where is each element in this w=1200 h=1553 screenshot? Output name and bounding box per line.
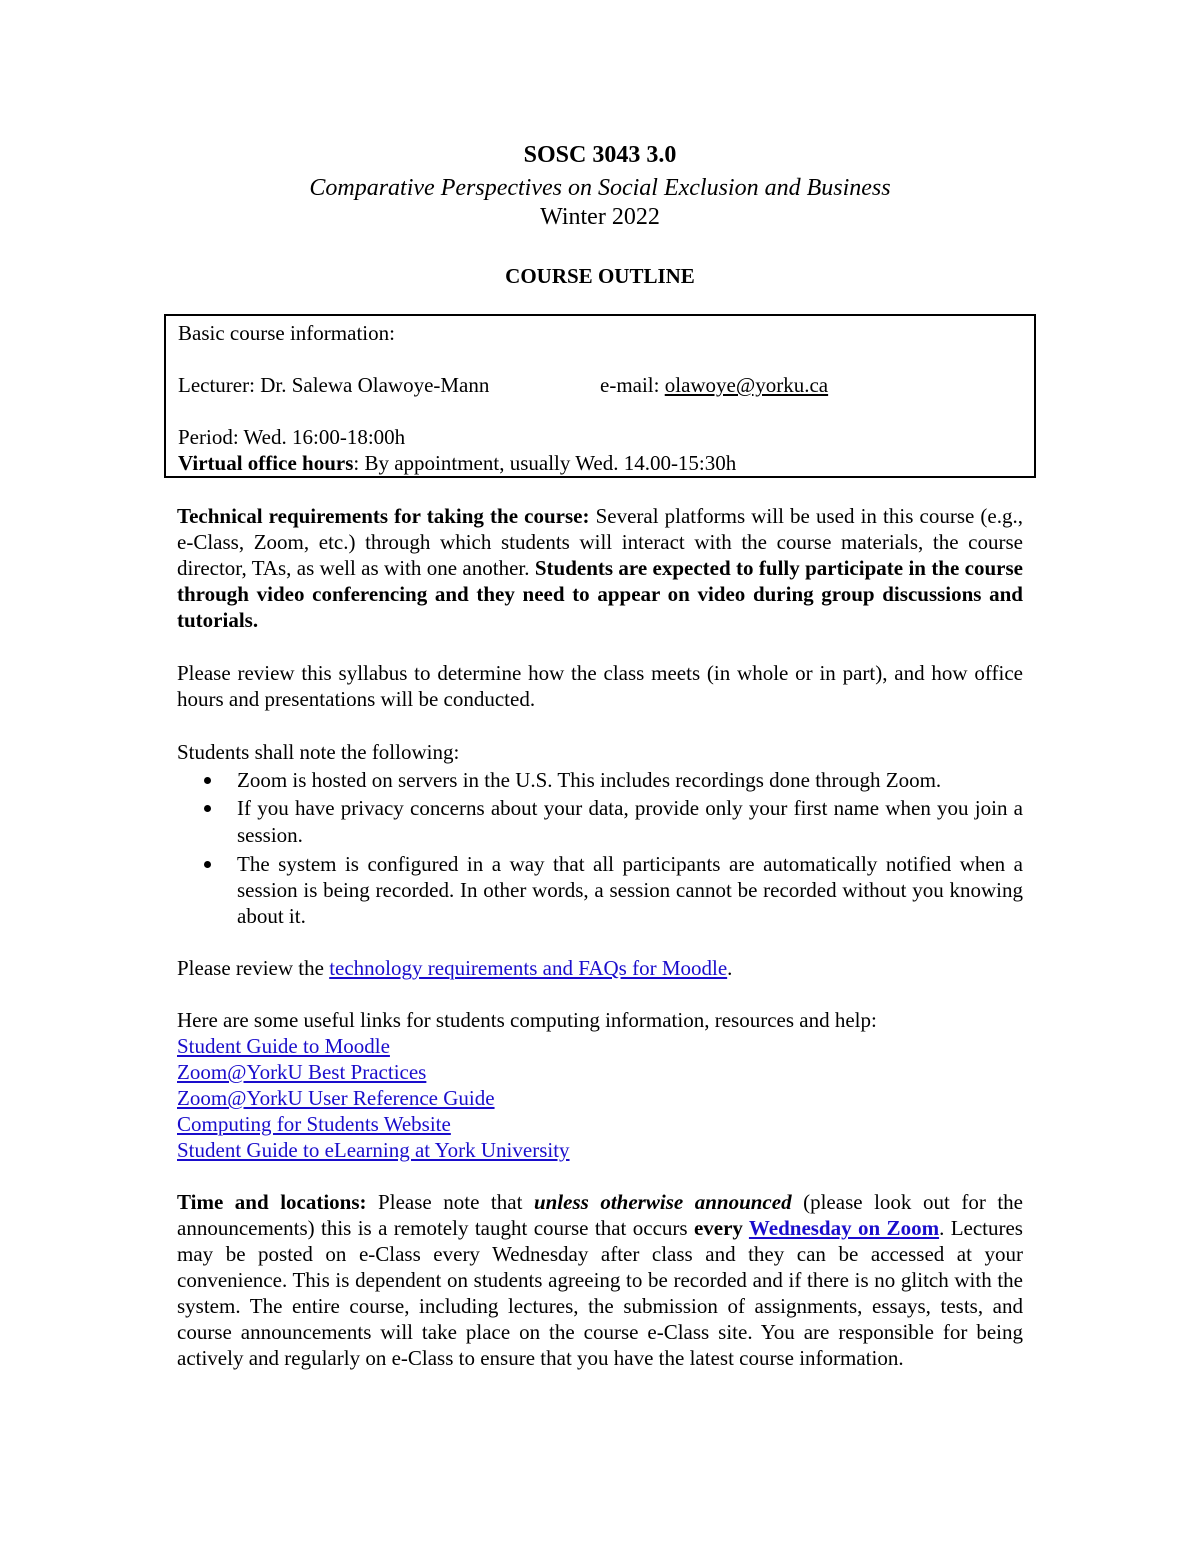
note-section — [177, 739, 1023, 929]
time-every: every — [693, 1216, 749, 1240]
time-label: Time and locations: — [177, 1190, 367, 1214]
list-item: The system is configured in a way that all participants are automatically notified when a session is being recorded. In other words, a session cannot be recorded without you knowing about it. — [237, 852, 1023, 928]
tech-bold: Students are expected to fully participate in the course through video conferencing and they need to appear on video during group discussions and tutorials. — [177, 556, 1023, 632]
email-label: e-mail: — [600, 373, 665, 397]
period: Period: Wed. 16:00-18:00h — [178, 425, 406, 449]
links-intro: Here are some useful links for students computing information, resources and help: — [177, 1008, 877, 1032]
lecturer: Lecturer: Dr. Salewa Olawoye-Mann — [178, 373, 490, 397]
tech-text: Several platforms will be used in this course (e.g., e-Class, Zoom, etc.) through which students will interact with the course materials, the course director, TAs, as well as with one another. — [177, 504, 1023, 580]
link-zoom-best-practices[interactable]: Zoom@YorkU Best Practices — [177, 1060, 427, 1084]
techreq-prefix: Please review the — [177, 956, 330, 980]
list-item: If you have privacy concerns about your data, provide only your first name when you join a session. — [237, 796, 1023, 847]
tech-label: Technical requirements for taking the course: — [177, 504, 590, 528]
course-title: Comparative Perspectives on Social Exclusion and Business — [309, 175, 891, 201]
email-link[interactable]: olawoye@yorku.ca — [664, 373, 829, 397]
useful-links — [177, 1007, 1023, 1163]
time-text-1: Please note that — [366, 1190, 534, 1214]
link-student-guide-moodle[interactable]: Student Guide to Moodle — [177, 1034, 390, 1058]
info-heading: Basic course information: — [178, 321, 395, 345]
time-text-2: (please look out for the announcements) this is a remotely taught course that occurs — [177, 1190, 1024, 1240]
course-code: SOSC 3043 3.0 — [523, 142, 677, 168]
techreq-suffix: . — [727, 956, 733, 980]
time-locations — [177, 1189, 1023, 1371]
moodle-faq-link[interactable]: technology requirements and FAQs for Moodle — [329, 956, 728, 980]
course-info-box — [164, 314, 1036, 478]
office-hours-label: Virtual office hours — [178, 451, 354, 475]
outline-heading: COURSE OUTLINE — [505, 264, 695, 288]
office-hours — [178, 450, 736, 476]
course-term: Winter 2022 — [540, 204, 660, 230]
link-elearning-guide[interactable]: Student Guide to eLearning at York University — [177, 1138, 570, 1162]
office-hours-value: : By appointment, usually Wed. 14.00-15:30h — [353, 451, 737, 475]
email-line — [600, 372, 828, 398]
time-text-3: . Lectures may be posted on e-Class every Wednesday after class and they can be accessed at your convenience. This is dependent on students agreeing to be recorded and if there is no glitch with the system. The entire course, including lectures, the submission of assignments, essays, tests, and course announcements will take place on the course e-Class site. You are responsible for being actively and regularly on e-Class to ensure that you have the latest course information. — [177, 1216, 1023, 1370]
tech-req-line — [177, 955, 1023, 981]
link-computing-for-students[interactable]: Computing for Students Website — [177, 1112, 451, 1136]
time-italic: unless otherwise announced — [533, 1190, 792, 1214]
wednesday-zoom-link[interactable]: Wednesday on Zoom — [748, 1216, 940, 1240]
review-paragraph: Please review this syllabus to determine how the class meets (in whole or in part), and how office hours and presentations will be conducted. — [177, 661, 1023, 711]
note-intro: Students shall note the following: — [177, 740, 460, 764]
technical-requirements — [177, 503, 1023, 633]
note-list — [177, 767, 1023, 929]
link-zoom-reference-guide[interactable]: Zoom@YorkU User Reference Guide — [177, 1086, 495, 1110]
list-item: Zoom is hosted on servers in the U.S. This includes recordings done through Zoom. — [237, 767, 1023, 793]
